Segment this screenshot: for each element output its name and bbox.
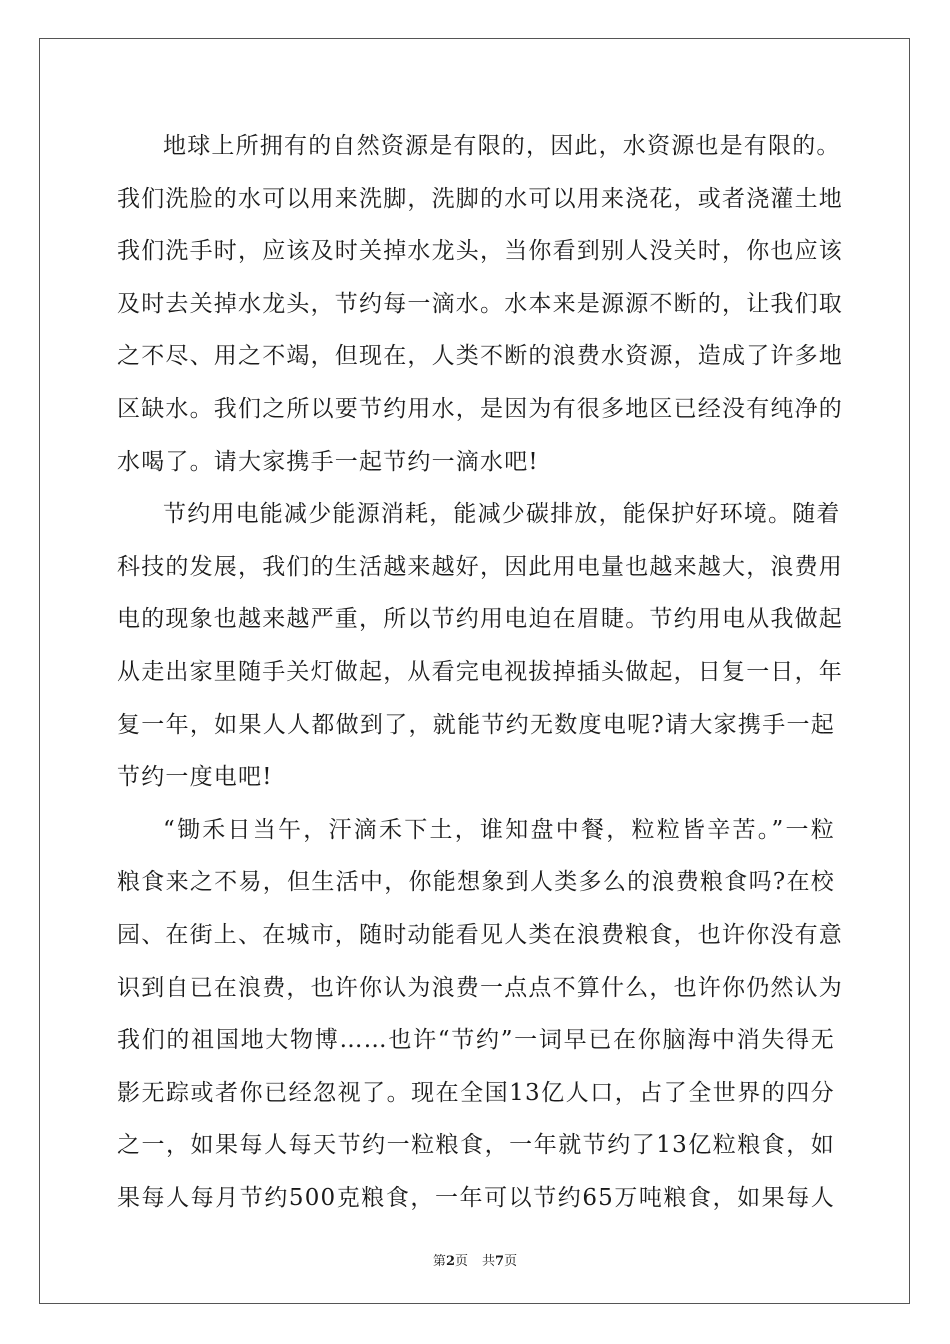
text-line: 之一，如果每人每天节约一粒粮食，一年就节约了13亿粒粮食，如 [117,1132,835,1159]
page-mid: 页 [454,1254,468,1269]
text-line: 地球上所拥有的自然资源是有限的，因此，水资源也是有限的。 [163,133,841,159]
text-line: 我们洗手时，应该及时关掉水龙头，当你看到别人没关时，你也应该 [117,238,843,265]
text-line: 电的现象也越来越严重，所以节约用电迫在眉睫。节约用电从我做起 [117,606,843,633]
page-footer [0,1250,950,1269]
text-line: 科技的发展，我们的生活越来越好，因此用电量也越来越大，浪费用 [117,553,843,580]
text-line: 节约一度电吧! [117,764,273,791]
page-current-number: 2 [445,1254,455,1269]
paragraph-electricity [117,488,843,804]
text-line: “锄禾日当午，汗滴禾下土，谁知盘中餐，粒粒皆辛苦。”一粒 [163,816,835,843]
page-prefix: 第 [432,1254,446,1269]
text-line: 园、在街上、在城市，随时动能看见人类在浪费粮食，也许你没有意 [117,921,843,948]
text-line: 水喝了。请大家携手一起节约一滴水吧! [117,448,539,475]
text-line: 节约用电能减少能源消耗，能减少碳排放，能保护好环境。随着 [163,501,841,528]
text-line: 果每人每月节约500克粮食，一年可以节约65万吨粮食，如果每人 [117,1184,835,1211]
paragraph-grain [117,804,843,1225]
text-line: 我们洗脸的水可以用来洗脚，洗脚的水可以用来浇花，或者浇灌土地 [117,185,843,212]
paragraph-water [117,120,843,488]
total-prefix: 共 [482,1254,496,1269]
text-line: 及时去关掉水龙头，节约每一滴水。水本来是源源不断的，让我们取 [117,290,843,317]
total-suffix: 页 [504,1254,518,1269]
document-body [117,120,843,1224]
text-line: 粮食来之不易，但生活中，你能想象到人类多么的浪费粮食吗?在校 [117,869,835,896]
text-line: 影无踪或者你已经忽视了。现在全国13亿人口，占了全世界的四分 [117,1079,835,1106]
text-line: 区缺水。我们之所以要节约用水，是因为有很多地区已经没有纯净的 [117,395,843,422]
text-line: 复一年，如果人人都做到了，就能节约无数度电呢?请大家携手一起 [117,711,835,738]
page-total-number: 7 [495,1254,505,1269]
text-line: 从走出家里随手关灯做起，从看完电视拔掉插头做起，日复一日，年 [117,658,843,685]
text-line: 我们的祖国地大物博……也许“节约”一词早已在你脑海中消失得无 [117,1027,835,1054]
text-line: 之不尽、用之不竭，但现在，人类不断的浪费水资源，造成了许多地 [117,343,843,370]
text-line: 识到自已在浪费，也许你认为浪费一点点不算什么，也许你仍然认为 [117,974,843,1001]
